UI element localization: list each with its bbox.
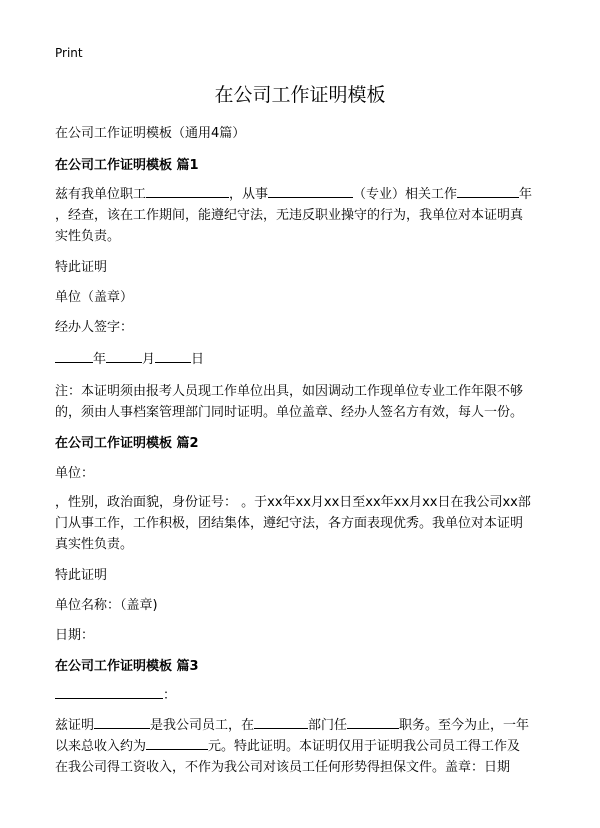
section2-unit-label: 单位： (55, 466, 95, 481)
section1-unit-seal: 单位（盖章） (55, 290, 134, 305)
blank-field (254, 716, 308, 729)
section3-heading: 在公司工作证明模板 篇3 (55, 659, 199, 674)
section2-special: 特此证明 (55, 568, 108, 583)
print-link[interactable]: Print (55, 46, 83, 60)
text-fragment: 年 (519, 187, 533, 202)
section2-paragraph-line1: ，性别，政治面貌，身份证号： 。于xx年xx月xx日至xx年xx月xx日在我公司xx部 (55, 495, 531, 510)
text-fragment: 以来总收入约为 (55, 739, 147, 754)
section1-note-line1: 注：本证明须由报考人员现工作单位出具，如因调动工作现单位专业工作年限不够 (55, 384, 524, 399)
text-fragment: 是我公司员工，在 (150, 718, 255, 733)
text-fragment: 元。特此证明。本证明仅用于证明我公司员工得工作及 (208, 739, 521, 754)
section2-paragraph-line2: 门从事工作，工作积极，团结集体，遵纪守法，各方面表现优秀。我单位对本证明 (55, 516, 524, 531)
section1-heading: 在公司工作证明模板 篇1 (55, 158, 199, 173)
section1-paragraph-line3: 实性负责。 (55, 229, 121, 244)
text-fragment: ，从事 (229, 187, 269, 202)
section3-name-line (55, 684, 176, 703)
section1-date-line (55, 348, 204, 367)
blank-field (146, 737, 208, 750)
subtitle: 在公司工作证明模板（通用4篇） (55, 126, 246, 141)
text-fragment: 月 (142, 352, 156, 367)
text-fragment: 兹证明 (55, 718, 95, 733)
blank-field (155, 350, 191, 363)
blank-field (146, 185, 229, 198)
section3-paragraph-line3: 在我公司得工资收入，不作为我公司对该员工任何形势得担保文件。盖章：日期 (55, 760, 511, 775)
blank-field (457, 185, 519, 198)
section3-paragraph-line2 (55, 735, 520, 754)
blank-field (94, 716, 150, 729)
text-fragment: 部门任 (308, 718, 348, 733)
page-title: 在公司工作证明模板 (214, 84, 386, 106)
section2-paragraph-line3: 真实性负责。 (55, 537, 134, 552)
blank-field (268, 185, 353, 198)
blank-field (106, 350, 142, 363)
section3-paragraph-line1 (55, 714, 529, 733)
section1-paragraph-line1 (55, 183, 532, 202)
text-fragment: ： (163, 688, 177, 703)
section1-signer: 经办人签字： (55, 320, 134, 335)
section1-special: 特此证明 (55, 260, 108, 275)
text-fragment: 年 (93, 352, 107, 367)
blank-field (55, 686, 163, 699)
section1-paragraph-line2: ，经查，该在工作期间，能遵纪守法，无违反职业操守的行为，我单位对本证明真 (55, 208, 524, 223)
section2-heading: 在公司工作证明模板 篇2 (55, 436, 199, 451)
text-fragment: （专业）相关工作 (353, 187, 458, 202)
text-fragment: 日 (191, 352, 205, 367)
section2-unit-name: 单位名称：（盖章) (55, 598, 158, 613)
section1-note-line2: 的，须由人事档案管理部门同时证明。单位盖章、经办人签名方有效，每人一份。 (55, 405, 524, 420)
section2-date: 日期： (55, 628, 95, 643)
blank-field (347, 716, 399, 729)
blank-field (55, 350, 93, 363)
text-fragment: 职务。至今为止，一年 (399, 718, 530, 733)
text-fragment: 兹有我单位职工 (55, 187, 147, 202)
